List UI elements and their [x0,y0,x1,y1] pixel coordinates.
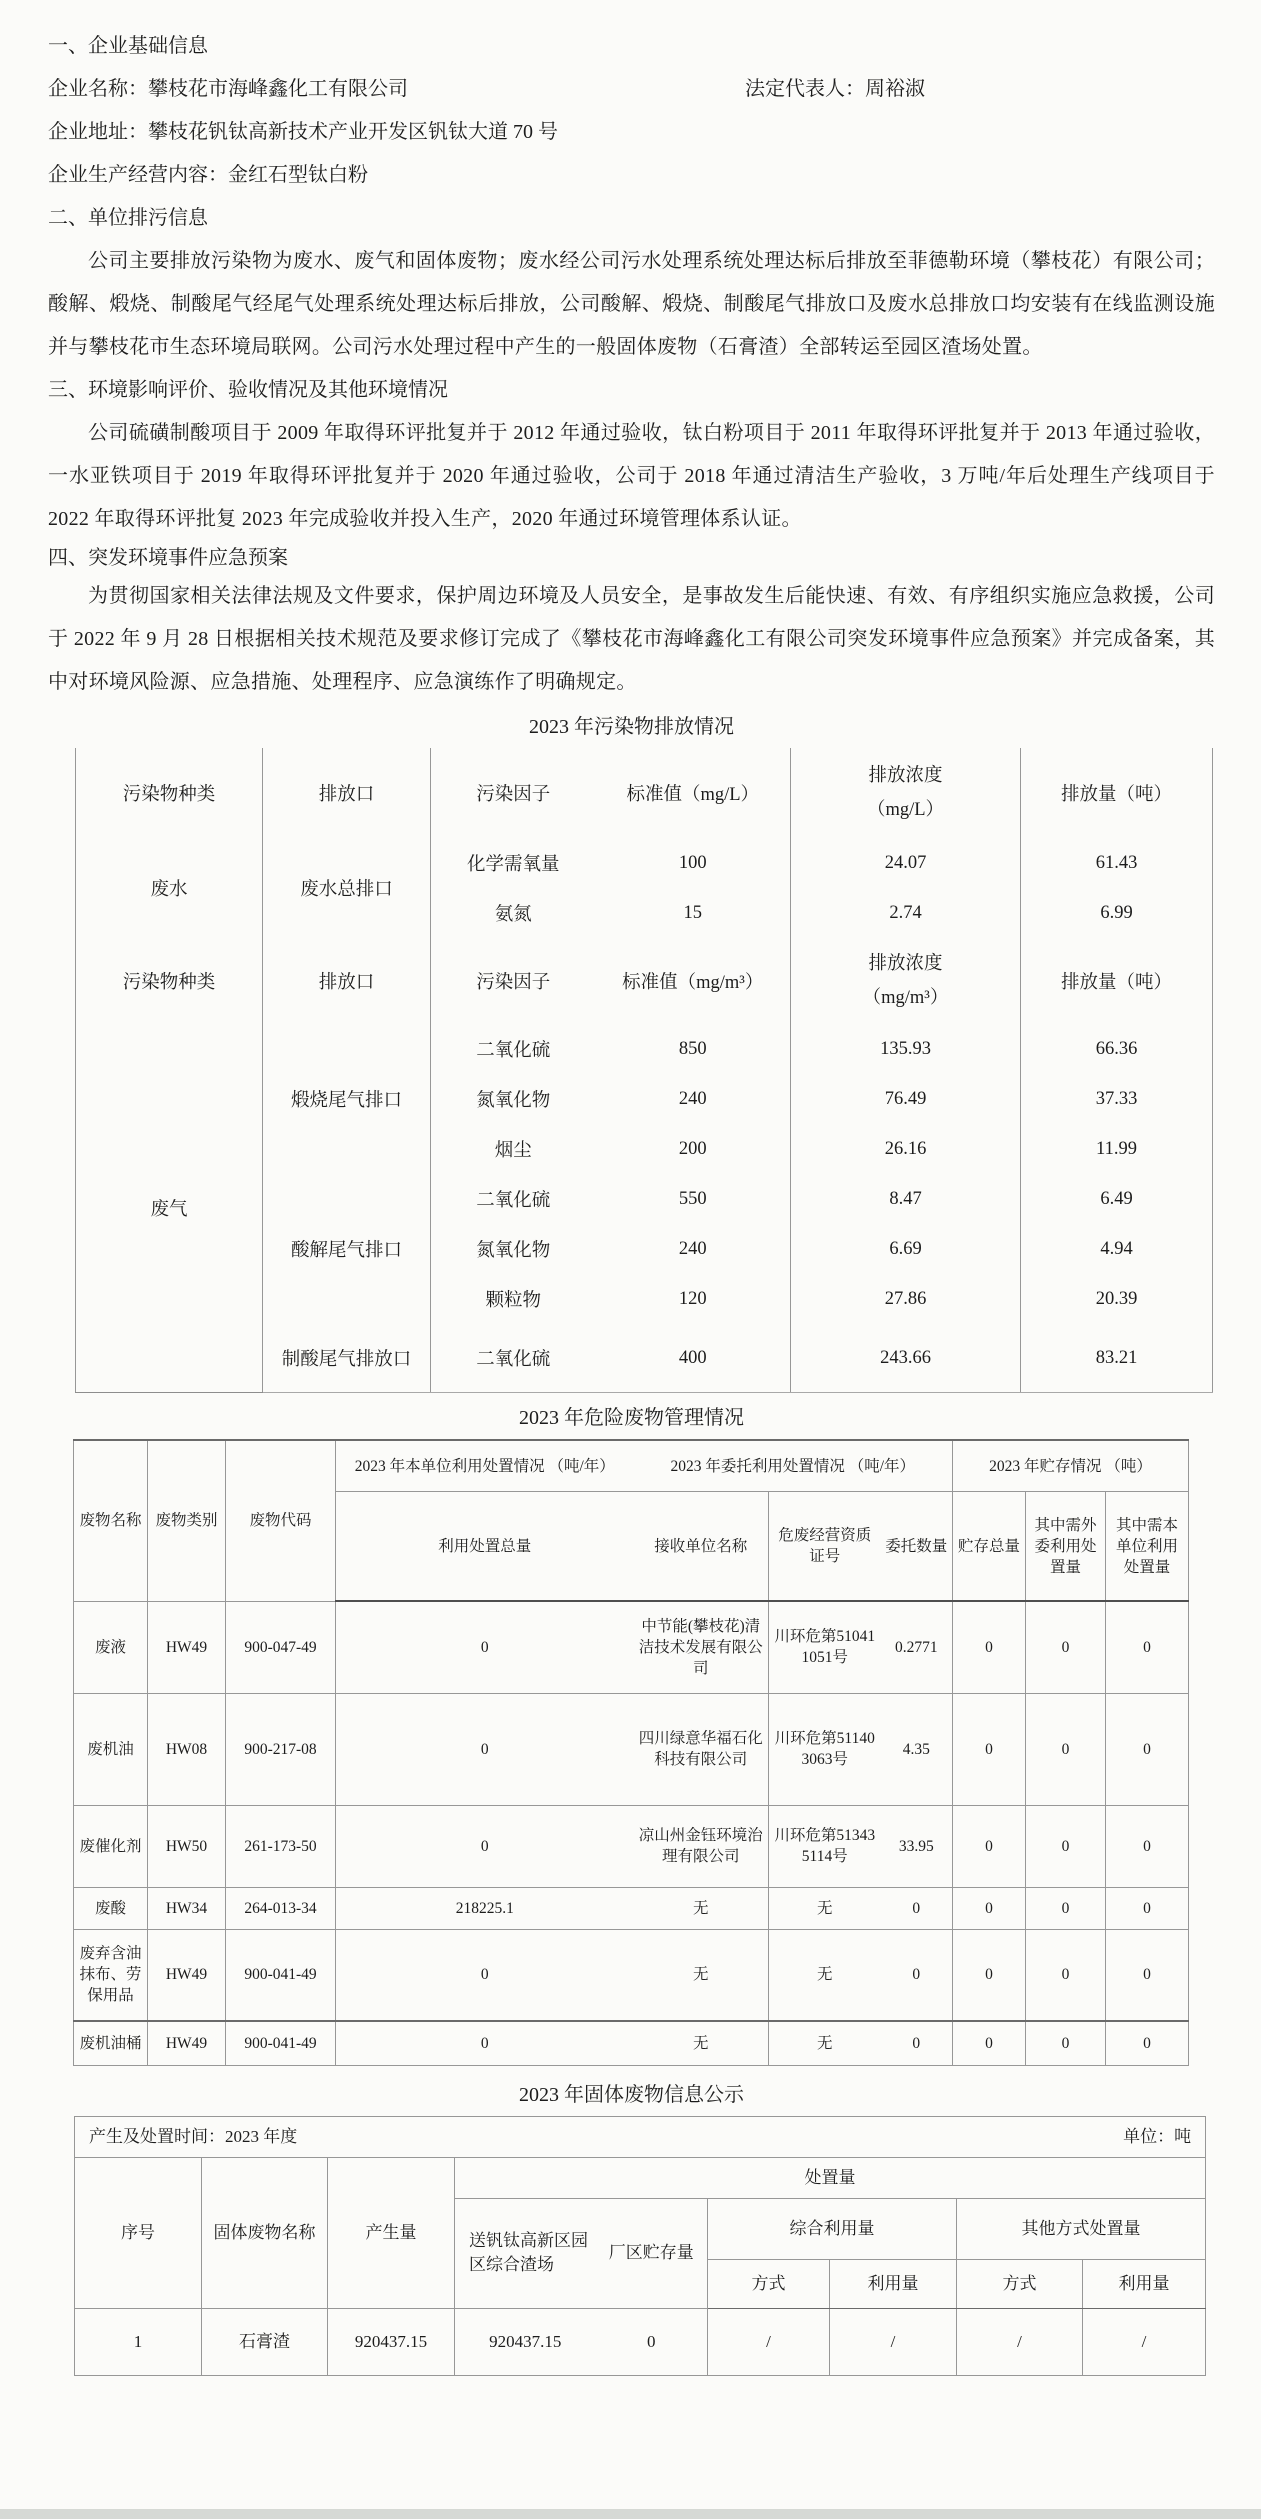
outlet-cell: 制酸尾气排放口 [263,1324,431,1393]
entrust-qty-cell: 33.95 [881,1805,953,1887]
concentration-cell: 27.86 [791,1274,1021,1324]
th-waste-category: 废物类别 [148,1440,226,1601]
other-mode-cell: / [957,2308,1083,2375]
section-3-paragraph: 公司硫磺制酸项目于 2009 年取得环评批复并于 2012 年通过验收，钛白粉项目于 2011 年取得环评批复并于 2013 年通过验收，一水亚铁项目于 2019 年取得环评批复并于 2020 年通过验收，公司于 2018 年通过清洁生产验收，3 万吨/年后处理生产线项目于 2022 年取得环评批复 2023 年完成验收并投入生产，2020 年通过环境管理体系认证。 [48,422,1215,530]
company-address: 企业地址：攀枝花钒钛高新技术产业开发区钒钛大道 70 号 [48,121,558,143]
self-disposal-cell: 0 [336,1929,634,2021]
amount-cell: 6.49 [1021,1174,1213,1224]
legal-representative: 法定代表人：周裕淑 [745,78,925,100]
amount-cell: 6.99 [1021,888,1213,938]
th-pollutant-type: 污染物种类 [76,748,263,838]
category-cell: HW49 [148,2021,226,2065]
index-cell: 1 [75,2308,202,2375]
factor-cell: 氮氧化物 [431,1074,596,1124]
type-cell: 废气 [76,1024,263,1393]
license-cell: 川环危第510411051号 [769,1601,881,1693]
waste-name-cell: 废液 [74,1601,148,1693]
type-cell: 废水 [76,838,263,938]
outlet-cell: 酸解尾气排口 [263,1174,431,1324]
waste-name-cell: 废机油桶 [74,2021,148,2065]
th-index: 序号 [75,2157,202,2308]
hazardous-row [74,1887,1189,1929]
hazardous-group-header-row [74,1440,1189,1492]
solid-waste-row [75,2308,1206,2375]
concentration-cell: 26.16 [791,1124,1021,1174]
th-group-self-disposal: 2023 年本单位利用处置情况 （吨/年） [336,1440,634,1492]
storage-self-cell: 0 [1106,1601,1189,1693]
factor-cell: 烟尘 [431,1124,596,1174]
storage-total-cell: 0 [953,1693,1026,1805]
company-name-row [48,68,1215,111]
factor-cell: 氨氮 [431,888,596,938]
hazardous-row [74,1805,1189,1887]
th-receiver: 接收单位名称 [634,1492,769,1602]
storage-self-cell: 0 [1106,2021,1189,2065]
section-1-heading: 一、企业基础信息 [48,35,208,57]
th-concentration-unit: （mg/m³） [862,988,949,1008]
storage-total-cell: 0 [953,1601,1026,1693]
waste-name-cell: 废弃含油抹布、劳保用品 [74,1929,148,2021]
license-cell: 无 [769,1929,881,2021]
comp-qty-cell: / [830,2308,957,2375]
th-amount: 排放量（吨） [1021,938,1213,1024]
meta-cell [75,2116,1206,2157]
th-amount: 排放量（吨） [1021,748,1213,838]
code-cell: 261-173-50 [226,1805,336,1887]
license-cell: 川环危第511403063号 [769,1693,881,1805]
pollution-table [75,748,1213,1393]
storage-total-cell: 0 [953,1887,1026,1929]
concentration-cell: 76.49 [791,1074,1021,1124]
th-waste-name: 废物名称 [74,1440,148,1601]
th-concentration-label: 排放浓度 [868,766,943,786]
entrust-qty-cell: 0.2771 [881,1601,953,1693]
th-park-dump: 送钒钛高新区园区综合渣场 [455,2198,596,2308]
storage-self-cell: 0 [1106,1805,1189,1887]
solid-waste-table [74,2116,1206,2376]
produced-qty-cell: 920437.15 [328,2308,455,2375]
storage-self-cell: 0 [1106,1693,1189,1805]
comp-mode-cell: / [708,2308,830,2375]
self-disposal-cell: 218225.1 [336,1887,634,1929]
self-disposal-cell: 0 [336,1805,634,1887]
th-group-storage: 2023 年贮存情况 （吨） [953,1440,1189,1492]
entrust-qty-cell: 0 [881,1929,953,2021]
solid-waste-header-row [75,2157,1206,2198]
receiver-cell: 凉山州金钰环境治理有限公司 [634,1805,769,1887]
pollution-row [76,838,1213,888]
receiver-cell: 四川绿意华福石化科技有限公司 [634,1693,769,1805]
amount-cell: 66.36 [1021,1024,1213,1074]
solid-waste-table-title: 2023 年固体废物信息公示 [519,2083,744,2106]
hazardous-waste-table [73,1439,1189,2066]
th-disposal-qty: 处置量 [455,2157,1206,2198]
category-cell: HW08 [148,1693,226,1805]
storage-self-cell: 0 [1106,1887,1189,1929]
amount-cell: 20.39 [1021,1274,1213,1324]
th-concentration-unit: （mg/L） [866,800,945,820]
th-mode: 方式 [708,2259,830,2308]
th-use-qty: 利用量 [1083,2259,1206,2308]
page-bottom-band [0,2509,1261,2519]
standard-cell: 240 [596,1224,791,1274]
storage-total-cell: 0 [953,1805,1026,1887]
section-3-heading: 三、环境影响评价、验收情况及其他环境情况 [48,379,448,401]
th-concentration-label: 排放浓度 [868,954,943,974]
factor-cell: 二氧化硫 [431,1024,596,1074]
factor-cell: 化学需氧量 [431,838,596,888]
storage-external-cell: 0 [1026,1929,1106,2021]
hazardous-row [74,2021,1189,2065]
storage-external-cell: 0 [1026,2021,1106,2065]
self-disposal-cell: 0 [336,1601,634,1693]
th-concentration [791,748,1021,838]
code-cell: 900-041-49 [226,2021,336,2065]
standard-cell: 240 [596,1074,791,1124]
th-pollutant-type: 污染物种类 [76,938,263,1024]
category-cell: HW49 [148,1601,226,1693]
standard-cell: 550 [596,1174,791,1224]
license-cell: 无 [769,2021,881,2065]
concentration-cell: 243.66 [791,1324,1021,1393]
standard-cell: 120 [596,1274,791,1324]
entrust-qty-cell: 4.35 [881,1693,953,1805]
park-dump-cell: 920437.15 [455,2308,596,2375]
th-waste-code: 废物代码 [226,1440,336,1601]
code-cell: 900-047-49 [226,1601,336,1693]
standard-cell: 850 [596,1024,791,1074]
plant-storage-cell: 0 [596,2308,708,2375]
code-cell: 264-013-34 [226,1887,336,1929]
th-outlet: 排放口 [263,748,431,838]
receiver-cell: 无 [634,1929,769,2021]
pollution-water-header-row [76,748,1213,838]
category-cell: HW50 [148,1805,226,1887]
code-cell: 900-041-49 [226,1929,336,2021]
waste-name-cell: 废机油 [74,1693,148,1805]
code-cell: 900-217-08 [226,1693,336,1805]
th-self-disposal-total: 利用处置总量 [336,1492,634,1602]
amount-cell: 37.33 [1021,1074,1213,1124]
standard-cell: 100 [596,838,791,888]
self-disposal-cell: 0 [336,1693,634,1805]
concentration-cell: 6.69 [791,1224,1021,1274]
storage-total-cell: 0 [953,1929,1026,2021]
amount-cell: 4.94 [1021,1224,1213,1274]
factor-cell: 二氧化硫 [431,1174,596,1224]
th-use-qty: 利用量 [830,2259,957,2308]
self-disposal-cell: 0 [336,2021,634,2065]
th-concentration [791,938,1021,1024]
concentration-cell: 24.07 [791,838,1021,888]
amount-cell: 83.21 [1021,1324,1213,1393]
entrust-qty-cell: 0 [881,2021,953,2065]
hazardous-table-title: 2023 年危险废物管理情况 [519,1407,744,1429]
outlet-cell: 煅烧尾气排口 [263,1024,431,1174]
factor-cell: 氮氧化物 [431,1224,596,1274]
hazardous-row [74,1929,1189,2021]
receiver-cell: 中节能(攀枝花)清洁技术发展有限公司 [634,1601,769,1693]
th-solid-waste-name: 固体废物名称 [202,2157,328,2308]
waste-name-cell: 废酸 [74,1887,148,1929]
entrust-qty-cell: 0 [881,1887,953,1929]
waste-name-cell: 废催化剂 [74,1805,148,1887]
th-produced-qty: 产生量 [328,2157,455,2308]
th-factor: 污染因子 [431,938,596,1024]
concentration-cell: 135.93 [791,1024,1021,1074]
section-4-paragraph: 为贯彻国家相关法律法规及文件要求，保护周边环境及人员安全，是事故发生后能快速、有效、有序组织实施应急救援，公司于 2022 年 9 月 28 日根据相关技术规范及要求修订完成了《攀枝花市海峰鑫化工有限公司突发环境事件应急预案》并完成备案，其中对环境风险源、应急措施、处理程序、应急演练作了明确规定。 [48,585,1215,693]
th-standard: 标准值（mg/L） [596,748,791,838]
category-cell: HW49 [148,1929,226,2021]
th-storage-external: 其中需外委利用处置量 [1026,1492,1106,1602]
th-outlet: 排放口 [263,938,431,1024]
standard-cell: 15 [596,888,791,938]
th-standard: 标准值（mg/m³） [596,938,791,1024]
hazardous-row [74,1601,1189,1693]
category-cell: HW34 [148,1887,226,1929]
storage-external-cell: 0 [1026,1693,1106,1805]
section-2-paragraph: 公司主要排放污染物为废水、废气和固体废物；废水经公司污水处理系统处理达标后排放至菲德勒环境（攀枝花）有限公司；酸解、煅烧、制酸尾气经尾气处理系统处理达标后排放，公司酸解、煅烧、制酸尾气排放口及废水总排放口均安装有在线监测设施并与攀枝花市生态环境局联网。公司污水处理过程中产生的一般固体废物（石膏渣）全部转运至园区渣场处置。 [48,250,1215,358]
th-group-entrusted-disposal: 2023 年委托利用处置情况 （吨/年） [634,1440,953,1492]
amount-cell: 61.43 [1021,838,1213,888]
receiver-cell: 无 [634,1887,769,1929]
storage-external-cell: 0 [1026,1805,1106,1887]
section-2-heading: 二、单位排污信息 [48,207,208,229]
storage-total-cell: 0 [953,2021,1026,2065]
amount-cell: 11.99 [1021,1124,1213,1174]
license-cell: 川环危第513435114号 [769,1805,881,1887]
period-label: 产生及处置时间：2023 年度 [89,2126,298,2146]
pollution-row [76,1024,1213,1074]
th-comprehensive-use: 综合利用量 [708,2198,957,2259]
storage-external-cell: 0 [1026,1601,1106,1693]
factor-cell: 颗粒物 [431,1274,596,1324]
license-cell: 无 [769,1887,881,1929]
th-storage-total: 贮存总量 [953,1492,1026,1602]
factor-cell: 二氧化硫 [431,1324,596,1393]
th-plant-storage: 厂区贮存量 [596,2198,708,2308]
solid-waste-name-cell: 石膏渣 [202,2308,328,2375]
th-storage-self: 其中需本单位利用处置量 [1106,1492,1189,1602]
th-license: 危废经营资质证号 [769,1492,881,1602]
concentration-cell: 8.47 [791,1174,1021,1224]
th-factor: 污染因子 [431,748,596,838]
unit-label: 单位：吨 [1123,2126,1192,2146]
th-mode: 方式 [957,2259,1083,2308]
outlet-cell: 废水总排口 [263,838,431,938]
business-content: 企业生产经营内容：金红石型钛白粉 [48,164,368,186]
standard-cell: 200 [596,1124,791,1174]
concentration-cell: 2.74 [791,888,1021,938]
hazardous-row [74,1693,1189,1805]
solid-waste-meta-row [75,2116,1206,2157]
storage-external-cell: 0 [1026,1887,1106,1929]
pollution-table-title: 2023 年污染物排放情况 [529,716,734,738]
other-qty-cell: / [1083,2308,1206,2375]
th-other-disposal: 其他方式处置量 [957,2198,1206,2259]
storage-self-cell: 0 [1106,1929,1189,2021]
th-entrust-qty: 委托数量 [881,1492,953,1602]
section-4-heading: 四、突发环境事件应急预案 [48,547,288,569]
pollution-gas-header-row [76,938,1213,1024]
receiver-cell: 无 [634,2021,769,2065]
company-name: 企业名称：攀枝花市海峰鑫化工有限公司 [48,78,408,100]
standard-cell: 400 [596,1324,791,1393]
